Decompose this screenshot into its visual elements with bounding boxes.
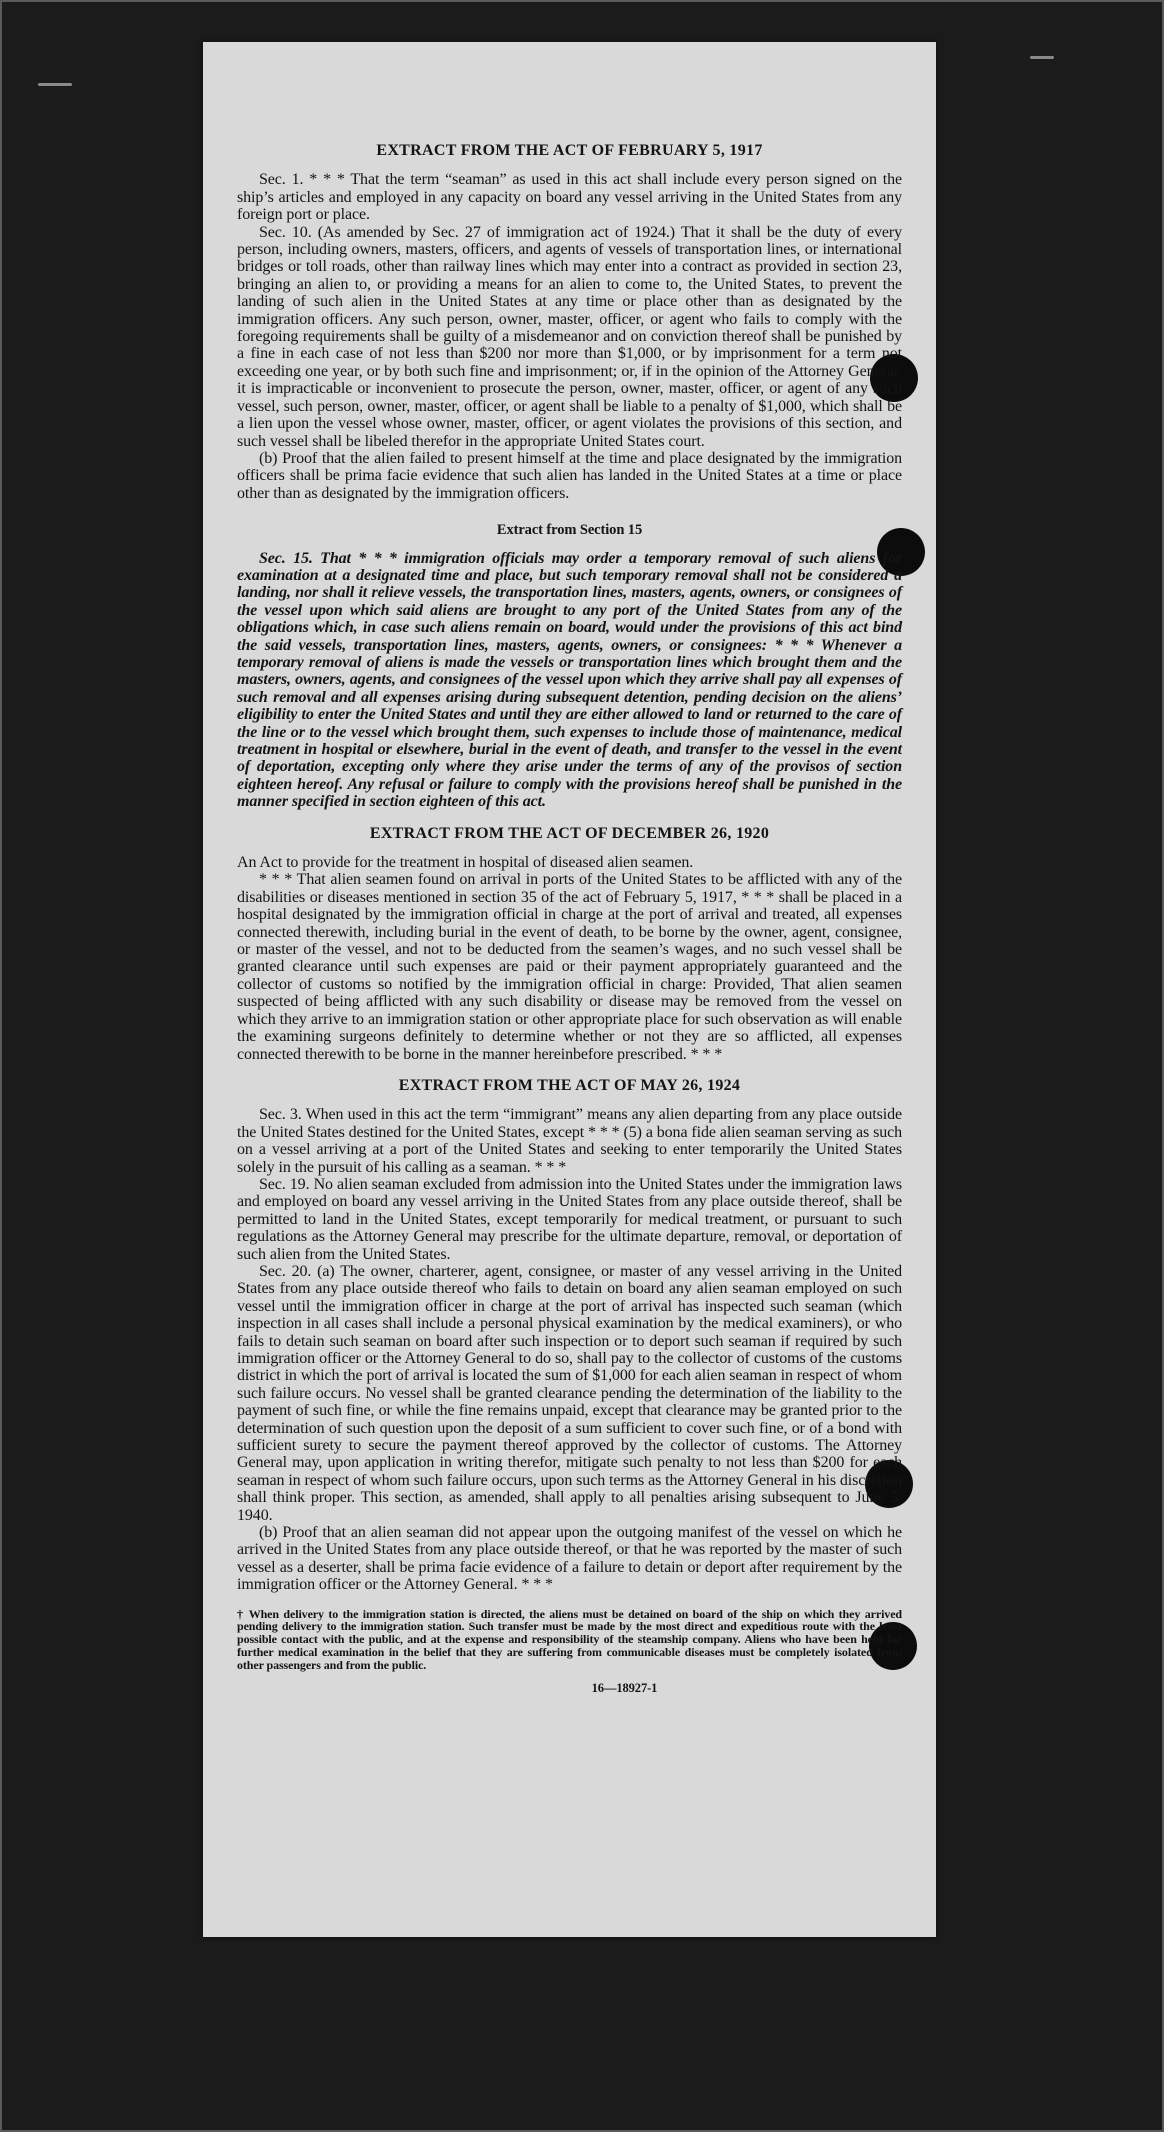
paragraph: * * * That alien seamen found on arrival in ports of the United States to be afflicted with any of the disabilities or diseases mentioned in section 35 of the act of February 5, 1917, * * * shall be placed in a hospital designated by the immigration official in charge at the port of arrival and treated, all expenses connected therewith, including burial in the event of death, to be borne by the owner, agent, consignee, or master of the vessel, and not to be deducted from the seamen’s wages, and no such vessel shall be granted clearance until such expenses are paid or their payment appropriately guaranteed and the collector of customs so notified by the immigration official in charge: Provided, That alien seamen suspected of being afflicted with any such disability or disease may be removed from the vessel on which they arrive to an immigration station or other appropriate place for such observation as will enable the examining surgeons definitely to determine whether or not they are so afflicted, all expenses connected therewith to be borne in the manner hereinbefore prescribed. * * *	[237, 871, 902, 1063]
paragraph: (b) Proof that an alien seaman did not appear upon the outgoing manifest of the vessel on which he arrived in the United States from any place outside thereof, or that he was reported by the master of such vessel as a deserter, shall be prima facie evidence of a failure to detain or deport after requirement by the immigration officer or the Attorney General. * * *	[237, 1524, 902, 1594]
section-heading: EXTRACT FROM THE ACT OF FEBRUARY 5, 1917	[376, 142, 763, 159]
section-heading: EXTRACT FROM THE ACT OF DECEMBER 26, 1920	[369, 824, 770, 842]
paragraph: Sec. 20. (a) The owner, charterer, agent, consignee, or master of any vessel arriving in the United States from any place outside thereof who fails to detain on board any alien seaman employed on such vessel until the immigration officer in charge at the port of arrival has inspected such seaman (which inspection in all cases shall include a personal physical examination by the medical examiners), or who fails to detain such seaman on board after such inspection or to deport such seaman if required by such immigration officer or the Attorney General to do so, shall pay to the collector of customs of the customs district in which the port of arrival is located the sum of $1,000 for each alien seaman in respect of whom such failure occurs. No vessel shall be granted clearance pending the determination of the liability to the payment of such fine, or while the fine remains unpaid, except that clearance may be granted prior to the determination of such question upon the deposit of a sum sufficient to cover such fine, or of a bond with sufficient surety to secure the payment thereof approved by the collector of customs. The Attorney General may, upon application in writing therefor, mitigate such penalty to not less than $200 for each seaman in respect of whom such failure occurs, upon such terms as the Attorney General in his discretion shall think proper. This section, as amended, shall apply to all penalties arising subsequent to June 5, 1940.	[237, 1262, 902, 1524]
film-mark	[1030, 56, 1054, 59]
paragraph: (b) Proof that the alien failed to present himself at the time and place designated by the immigration officers shall be prima facie evidence that such alien has landed in the United States at a time or place other than as designated by the immigration officers.	[237, 449, 902, 502]
spacer	[237, 502, 902, 516]
paragraph: Sec. 15. That * * * immigration officials may order a temporary removal of such aliens for examination at a designated time and place, but such temporary removal shall not be considered a landing, nor shall it relieve vessels, the transportation lines, masters, agents, owners, or consignees of the vessel upon which said aliens are brought to any port of the United States from any of the obligations which, in case such aliens remain on board, would under the provisions of this act bind the said vessels, transportation lines, masters, agents, owners, or consignees: * * * Whenever a temporary removal of aliens is made the vessels or transportation lines which brought them and the masters, owners, agents, and consignees of the vessel upon which they arrive shall pay all expenses of such removal and all expenses arising during subsequent detention, pending decision on the aliens’ eligibility to enter the United States and until they are either allowed to land or returned to the care of the line or to the vessel which brought them, such expenses to include those of maintenance, medical treatment in hospital or elsewhere, burial in the event of death, and transfer to the vessel in the event of deportation, excepting only where they arise under the terms of any of the provisos of section eighteen hereof. Any refusal or failure to comply with the provisions hereof shall be punished in the manner specified in section eighteen of this act.	[237, 549, 902, 811]
spacer	[237, 1063, 902, 1077]
paragraph: Sec. 1. * * * That the term “seaman” as used in this act shall include every person signed on the ship’s articles and employed in any capacity on board any vessel arriving in the United States from any foreign port or place.	[237, 171, 902, 224]
paragraph: An Act to provide for the treatment in hospital of diseased alien seamen.	[237, 854, 694, 872]
paragraph: Sec. 10. (As amended by Sec. 27 of immigration act of 1924.) That it shall be the duty of every person, including owners, masters, officers, and agents of vessels of transportation lines, or international bridges or toll roads, other than railway lines which may enter into a contract as provided in section 23, bringing an alien to, or providing a means for an alien to come to, the United States, to prevent the landing of such alien in the United States at any time or place other than as designated by the immigration officers. Any such person, owner, master, officer, or agent who fails to comply with the foregoing requirements shall be guilty of a misdemeanor and on conviction thereof shall be punished by a fine in each case of not less than $200 nor more than $1,000, or by imprisonment for a term not exceeding one year, or by both such fine and imprisonment; or, if in the opinion of the Attorney General, it is impracticable or inconvenient to prosecute the person, owner, master, officer, or agent of any such vessel, such person, owner, master, officer, or agent shall be liable to a penalty of $1,000, which shall be a lien upon the vessel whose owner, master, officer, or agent violates the provisions of this section, and such vessel shall be libeled therefor in the appropriate United States court.	[237, 223, 902, 450]
document-page	[203, 42, 936, 1937]
section-heading: EXTRACT FROM THE ACT OF MAY 26, 1924	[398, 1076, 741, 1094]
paragraph: Sec. 19. No alien seaman excluded from admission into the United States under the immigration laws and employed on board any vessel arriving in the United States from any place outside thereof, shall be permitted to land in the United States, except temporarily for medical treatment, or pursuant to such regulations as the Attorney General may prescribe for the ultimate departure, removal, or deportation of such alien from the United States.	[237, 1175, 902, 1263]
document-body	[237, 142, 902, 1697]
document-number: 16—18927-1	[591, 1680, 658, 1695]
film-mark	[38, 83, 72, 86]
footnote: † When delivery to the immigration station is directed, the aliens must be detained on board of the ship on which they arrived pending delivery to the immigration station. Such transfer must be made by the most direct and expeditious route with the least possible contact with the public, and at the expense and responsibility of the steamship company. Aliens who have been held for further medical examination in the belief that they are suffering from communicable diseases must be completely isolated from other passengers and from the public.	[237, 1606, 902, 1672]
section-heading: Extract from Section 15	[496, 522, 643, 539]
paragraph: Sec. 3. When used in this act the term “immigrant” means any alien departing from any place outside the United States destined for the United States, except * * * (5) a bona fide alien seaman serving as such on a vessel arriving at a port of the United States and seeking to enter temporarily the United States solely in the pursuit of his calling as a seaman. * * *	[237, 1106, 902, 1176]
spacer	[237, 811, 902, 825]
